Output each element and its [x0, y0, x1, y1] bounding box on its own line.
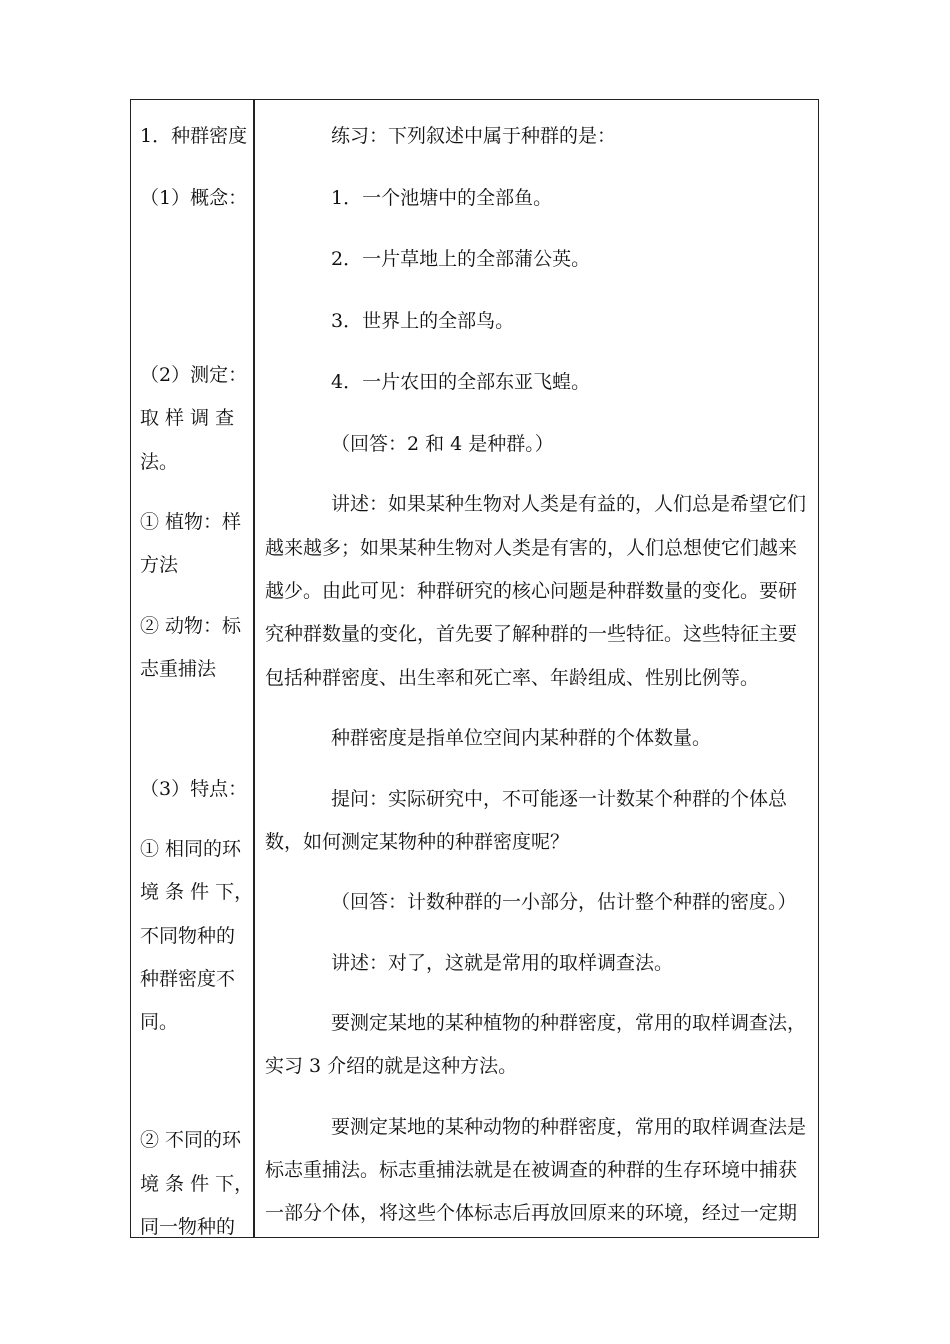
exercise-title: 练习：下列叙述中属于种群的是：	[331, 125, 617, 147]
narration-line: 越少。由此可见：种群研究的核心问题是种群数量的变化。要研	[265, 580, 798, 602]
left-line: （3）特点：	[140, 778, 248, 800]
left-line: （1）概念：	[140, 187, 248, 209]
left-line: 志重捕法	[140, 658, 217, 680]
narration-line: 究种群数量的变化，首先要了解种群的一些特征。这些特征主要	[265, 623, 798, 645]
exercise-option: 1．一个池塘中的全部鱼。	[331, 187, 553, 209]
left-line: 种群密度不	[140, 968, 236, 990]
plant-method-line: 实习 3 介绍的就是这种方法。	[265, 1055, 518, 1077]
left-line: 境 条 件 下，	[140, 1173, 254, 1195]
narration-line: 讲述：如果某种生物对人类是有益的，人们总是希望它们	[331, 493, 807, 515]
density-definition: 种群密度是指单位空间内某种群的个体数量。	[331, 727, 712, 749]
left-line: 不同物种的	[140, 925, 236, 947]
left-line: 法。	[140, 451, 179, 473]
left-line: ① 相同的环	[140, 838, 242, 860]
exercise-option: 2．一片草地上的全部蒲公英。	[331, 248, 591, 270]
left-line: ② 不同的环	[140, 1129, 242, 1151]
animal-method-line: 一部分个体，将这些个体标志后再放回原来的环境，经过一定期	[265, 1202, 798, 1224]
exercise-answer: （回答：2 和 4 是种群。）	[331, 433, 554, 455]
left-line: 1．种群密度	[140, 125, 248, 147]
narration-line: 讲述：对了，这就是常用的取样调查法。	[331, 952, 674, 974]
plant-method-line: 要测定某地的某种植物的种群密度，常用的取样调查法，	[331, 1012, 807, 1034]
exercise-option: 3．世界上的全部鸟。	[331, 310, 515, 332]
question-answer: （回答：计数种群的一小部分，估计整个种群的密度。）	[331, 891, 797, 913]
exercise-option: 4．一片农田的全部东亚飞蝗。	[331, 371, 591, 393]
left-line: ② 动物：标	[140, 615, 242, 637]
question-line: 提问：实际研究中，不可能逐一计数某个种群的个体总	[331, 788, 788, 810]
animal-method-line: 要测定某地的某种动物的种群密度，常用的取样调查法是	[331, 1116, 807, 1138]
animal-method-line: 标志重捕法。标志重捕法就是在被调查的种群的生存环境中捕获	[265, 1159, 798, 1181]
left-line: 取 样 调 查	[140, 407, 235, 429]
left-line: 同。	[140, 1011, 179, 1033]
narration-line: 包括种群密度、出生率和死亡率、年龄组成、性别比例等。	[265, 667, 760, 689]
left-line: ① 植物：样	[140, 511, 242, 533]
narration-line: 越来越多；如果某种生物对人类是有害的，人们总想使它们越来	[265, 537, 798, 559]
left-line: 同一物种的	[140, 1216, 236, 1238]
left-line: 方法	[140, 554, 179, 576]
left-line: 境 条 件 下，	[140, 881, 254, 903]
column-divider	[253, 99, 255, 1238]
left-line: （2）测定：	[140, 364, 248, 386]
question-line: 数，如何测定某物种的种群密度呢？	[265, 831, 570, 853]
